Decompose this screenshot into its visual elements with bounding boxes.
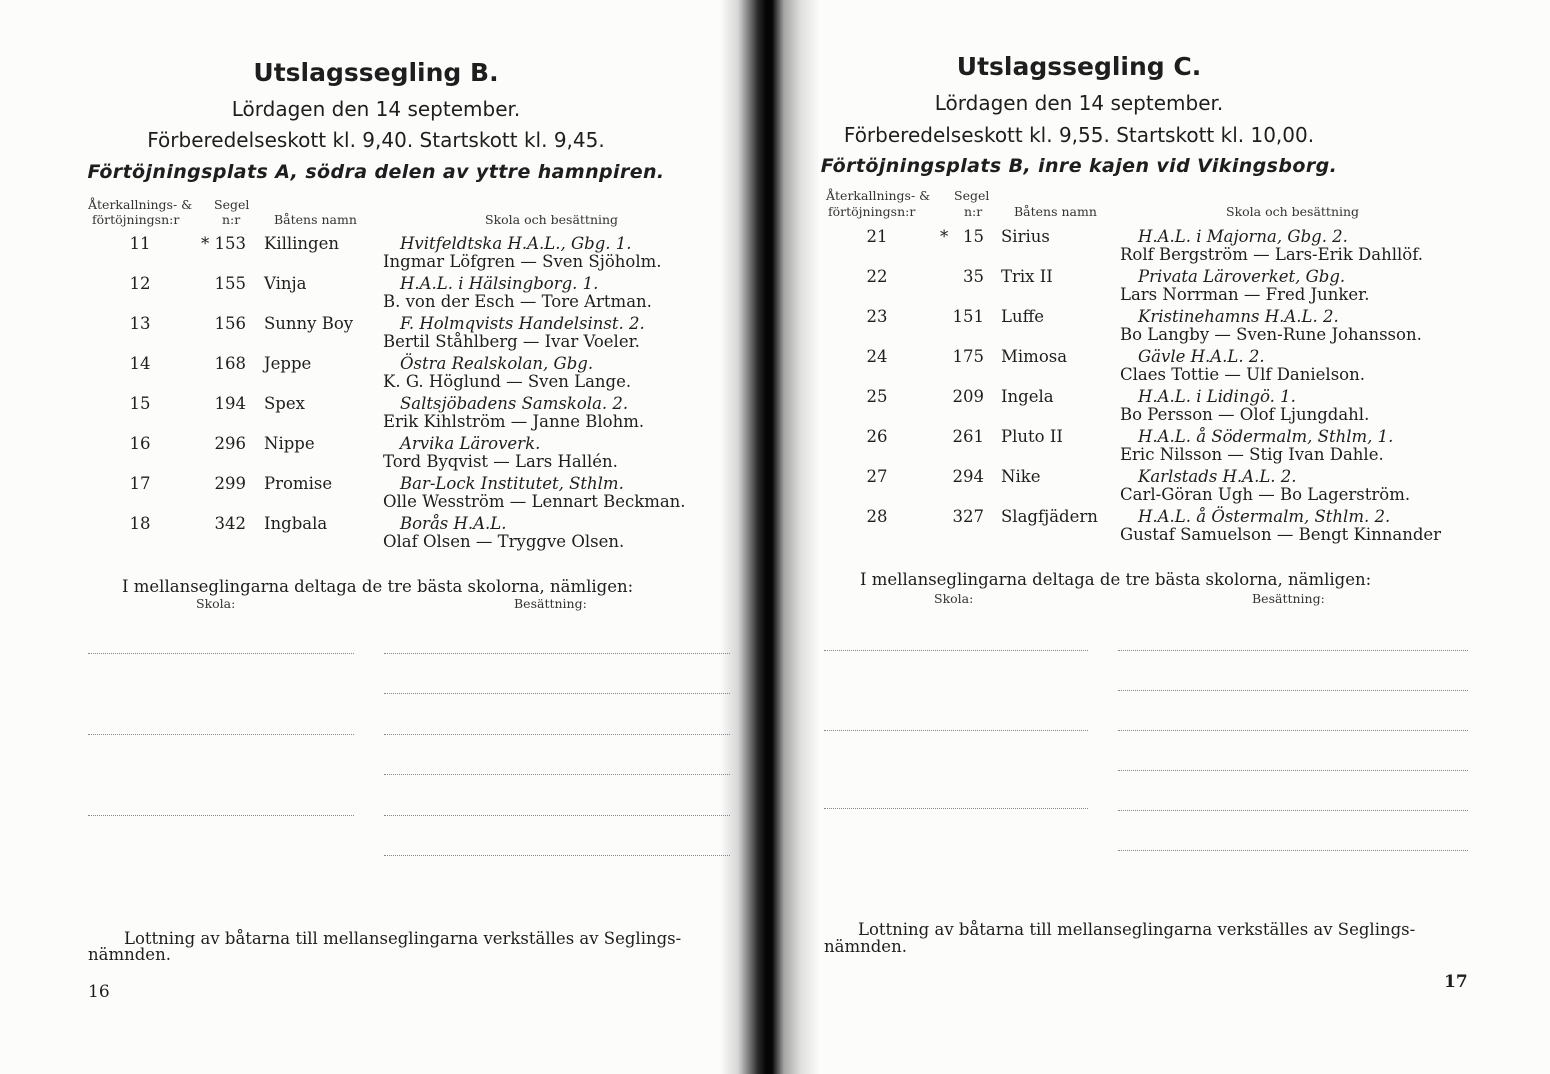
fill-line	[824, 808, 1088, 809]
page-number: 16	[88, 982, 110, 1002]
row-number: 11	[129, 234, 151, 253]
page-title: Utslagssegling C.	[956, 52, 1202, 81]
school-name: H.A.L. i Majorna, Gbg. 2.	[1138, 227, 1348, 246]
crew-names: Erik Kihlström — Janne Blohm.	[383, 412, 645, 431]
school-name: Kristinehamns H.A.L. 2.	[1138, 307, 1339, 326]
header-recall-line2: förtöjningsn:r	[92, 212, 180, 227]
sail-number: 15	[963, 227, 984, 246]
boat-name: Sirius	[1001, 227, 1050, 246]
mooring-place: Förtöjningsplats B, inre kajen vid Vikingsborg.	[820, 155, 1338, 177]
row-number: 23	[866, 307, 888, 326]
sail-number: 155	[214, 274, 246, 293]
fill-line	[1118, 650, 1468, 651]
crew-names: Bo Persson — Olof Ljungdahl.	[1120, 405, 1370, 424]
school-label: Skola:	[196, 596, 236, 611]
race-date: Lördagen den 14 september.	[934, 91, 1224, 115]
boat-name: Luffe	[1001, 307, 1045, 326]
intermediate-note: I mellanseglingarna deltaga de tre bästa skolorna, nämligen:	[122, 577, 634, 596]
fill-line	[384, 774, 730, 775]
crew-names: Olaf Olsen — Tryggve Olsen.	[383, 532, 625, 551]
fill-line	[824, 730, 1088, 731]
crew-names: B. von der Esch — Tore Artman.	[383, 292, 652, 311]
row-number: 13	[129, 314, 151, 333]
crew-names: Carl-Göran Ugh — Bo Lagerström.	[1120, 485, 1411, 504]
boat-name: Ingbala	[264, 514, 328, 533]
fill-line	[1118, 690, 1468, 691]
fill-line	[384, 855, 730, 856]
sail-number: 175	[952, 347, 984, 366]
school-name: Saltsjöbadens Samskola. 2.	[400, 394, 629, 413]
sail-number: 299	[214, 474, 246, 493]
row-number: 12	[129, 274, 151, 293]
sail-number: 35	[963, 267, 984, 286]
sail-number: 153	[214, 234, 246, 253]
row-number: 18	[129, 514, 151, 533]
boat-name: Jeppe	[264, 354, 312, 373]
school-name: Gävle H.A.L. 2.	[1138, 347, 1265, 366]
start-signals: Förberedelseskott kl. 9,40. Startskott kl. 9,45.	[147, 128, 605, 152]
school-name: Östra Realskolan, Gbg.	[400, 354, 594, 373]
sail-number: 209	[952, 387, 984, 406]
school-name: H.A.L. å Södermalm, Sthlm, 1.	[1138, 427, 1394, 446]
header-boat-name: Båtens namn	[274, 212, 357, 227]
race-date: Lördagen den 14 september.	[231, 97, 521, 121]
sail-number: 168	[214, 354, 246, 373]
crew-names: Tord Byqvist — Lars Hallén.	[383, 452, 618, 471]
row-number: 15	[129, 394, 151, 413]
lottery-note-line2: nämnden.	[824, 937, 907, 956]
crew-names: Gustaf Samuelson — Bengt Kinnander	[1120, 525, 1442, 544]
fill-line	[88, 815, 354, 816]
boat-name: Promise	[264, 474, 333, 493]
boat-name: Trix II	[1001, 267, 1053, 286]
right-page	[768, 0, 1550, 1074]
boat-name: Mimosa	[1001, 347, 1068, 366]
row-number: 27	[866, 467, 888, 486]
school-name: F. Holmqvists Handelsinst. 2.	[400, 314, 645, 333]
lottery-note-line1: Lottning av båtarna till mellanseglingarna verkställes av Seglings-	[858, 920, 1416, 939]
recall-mark: *	[201, 234, 210, 253]
school-name: Privata Läroverket, Gbg.	[1138, 267, 1346, 286]
sail-number: 261	[952, 427, 984, 446]
school-name: Hvitfeldtska H.A.L., Gbg. 1.	[400, 234, 632, 253]
sail-number: 327	[952, 507, 984, 526]
page-title: Utslagssegling B.	[253, 58, 499, 87]
row-number: 24	[866, 347, 888, 366]
boat-name: Nippe	[264, 434, 315, 453]
intermediate-note: I mellanseglingarna deltaga de tre bästa skolorna, nämligen:	[860, 570, 1372, 589]
row-number: 26	[866, 427, 888, 446]
row-number: 21	[866, 227, 888, 246]
fill-line	[88, 653, 354, 654]
row-number: 28	[866, 507, 888, 526]
school-name: H.A.L. i Hälsingborg. 1.	[400, 274, 599, 293]
school-name: Bar-Lock Institutet, Sthlm.	[400, 474, 624, 493]
header-sail-line2: n:r	[222, 212, 241, 227]
fill-line	[384, 653, 730, 654]
fill-line	[1118, 770, 1468, 771]
header-school-crew: Skola och besättning	[485, 212, 619, 227]
crew-label: Besättning:	[1252, 591, 1325, 606]
school-name: H.A.L. i Lidingö. 1.	[1138, 387, 1296, 406]
crew-names: Rolf Bergström — Lars-Erik Dahllöf.	[1120, 245, 1424, 264]
row-number: 22	[866, 267, 888, 286]
lottery-note-line2: nämnden.	[88, 945, 171, 964]
boat-name: Pluto II	[1001, 427, 1063, 446]
row-number: 25	[866, 387, 888, 406]
school-name: Borås H.A.L.	[400, 514, 507, 533]
sail-number: 194	[214, 394, 246, 413]
header-sail-line1: Segel	[954, 188, 990, 203]
boat-name: Spex	[264, 394, 305, 413]
recall-mark: *	[940, 227, 949, 246]
fill-line	[824, 650, 1088, 651]
row-number: 17	[129, 474, 151, 493]
crew-names: K. G. Höglund — Sven Lange.	[383, 372, 632, 391]
header-sail-line2: n:r	[964, 204, 983, 219]
fill-line	[1118, 850, 1468, 851]
crew-names: Bo Langby — Sven-Rune Johansson.	[1120, 325, 1422, 344]
boat-name: Nike	[1001, 467, 1041, 486]
sail-number: 342	[214, 514, 246, 533]
fill-line	[384, 734, 730, 735]
left-page	[0, 0, 752, 1074]
crew-names: Eric Nilsson — Stig Ivan Dahle.	[1120, 445, 1384, 464]
crew-names: Ingmar Löfgren — Sven Sjöholm.	[383, 252, 662, 271]
header-recall-line1: Återkallnings- &	[88, 197, 193, 212]
start-signals: Förberedelseskott kl. 9,55. Startskott kl. 10,00.	[843, 123, 1315, 147]
boat-name: Sunny Boy	[264, 314, 354, 333]
boat-name: Killingen	[264, 234, 340, 253]
fill-line	[384, 693, 730, 694]
sail-number: 156	[214, 314, 246, 333]
header-recall-line2: förtöjningsn:r	[828, 204, 916, 219]
row-number: 14	[129, 354, 151, 373]
book-gutter	[720, 0, 820, 1074]
row-number: 16	[129, 434, 151, 453]
crew-label: Besättning:	[514, 596, 587, 611]
header-boat-name: Båtens namn	[1014, 204, 1097, 219]
crew-names: Lars Norrman — Fred Junker.	[1120, 285, 1370, 304]
boat-name: Slagfjädern	[1001, 507, 1098, 526]
sail-number: 151	[952, 307, 984, 326]
sail-number: 294	[952, 467, 984, 486]
school-name: Karlstads H.A.L. 2.	[1138, 467, 1297, 486]
boat-name: Ingela	[1001, 387, 1054, 406]
school-name: Arvika Läroverk.	[400, 434, 541, 453]
fill-line	[88, 734, 354, 735]
crew-names: Olle Wesström — Lennart Beckman.	[383, 492, 686, 511]
school-name: H.A.L. å Östermalm, Sthlm. 2.	[1138, 507, 1391, 526]
boat-name: Vinja	[264, 274, 307, 293]
sail-number: 296	[214, 434, 246, 453]
fill-line	[1118, 730, 1468, 731]
page-number: 17	[1444, 972, 1468, 992]
header-school-crew: Skola och besättning	[1226, 204, 1360, 219]
lottery-note-line1: Lottning av båtarna till mellanseglingarna verkställes av Seglings-	[124, 929, 682, 948]
fill-line	[384, 815, 730, 816]
header-sail-line1: Segel	[214, 197, 250, 212]
mooring-place: Förtöjningsplats A, södra delen av yttre hamnpiren.	[87, 161, 665, 183]
fill-line	[1118, 810, 1468, 811]
crew-names: Claes Tottie — Ulf Danielson.	[1120, 365, 1365, 384]
crew-names: Bertil Ståhlberg — Ivar Voeler.	[383, 332, 640, 351]
school-label: Skola:	[934, 591, 974, 606]
header-recall-line1: Återkallnings- &	[826, 188, 931, 203]
